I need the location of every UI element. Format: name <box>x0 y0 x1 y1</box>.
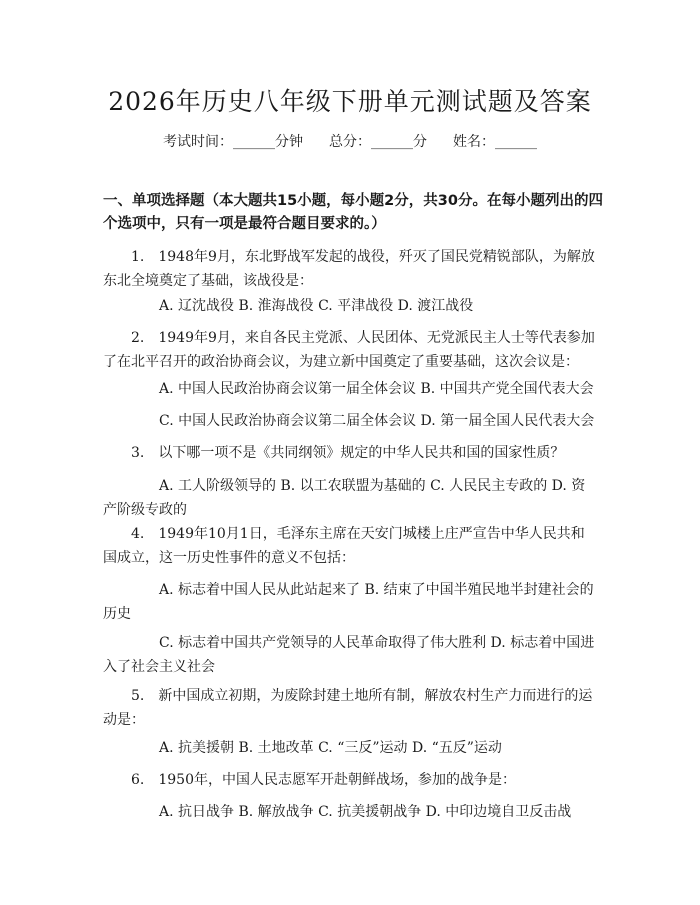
question-2-options-c-d: C. 中国人民政治协商会议第二届全体会议 D. 第一届全国人民代表大会 <box>159 413 595 429</box>
exam-meta <box>0 131 700 151</box>
question-1-stem: 1. 1948年9月，东北野战军发起的战役，歼灭了国民党精锐部队，为解放东北全境奠定了基础，该战役是： <box>103 249 595 289</box>
question-6-stem: 6. 1950年，中国人民志愿军开赴朝鲜战场，参加的战争是： <box>131 772 516 788</box>
question-3-options: A. 工人阶级领导的 B. 以工农联盟为基础的 C. 人民民主专政的 D. 资产阶级专政的 <box>103 478 586 518</box>
page-title: 2026年历史八年级下册单元测试题及答案 <box>108 87 592 116</box>
total-score: 总分：______分 <box>329 134 427 150</box>
student-name: 姓名：______ <box>453 134 537 150</box>
question-4-options-c-d: C. 标志着中国共产党领导的人民革命取得了伟大胜利 D. 标志着中国进入了社会主义社会 <box>103 635 595 675</box>
question-6-options: A. 抗日战争 B. 解放战争 C. 抗美援朝战争 D. 中印边境自卫反击战 <box>159 804 572 820</box>
section-heading-single-choice: 一、单项选择题（本大题共15小题，每小题2分，共30分。在每小题列出的四个选项中，只有一项是最符合题目要求的。） <box>103 193 603 232</box>
exam-time: 考试时间：______分钟 <box>163 134 303 150</box>
question-2-options-a-b: A. 中国人民政治协商会议第一届全体会议 B. 中国共产党全国代表大会 <box>159 381 594 397</box>
question-1-options: A. 辽沈战役 B. 淮海战役 C. 平津战役 D. 渡江战役 <box>159 298 474 314</box>
question-2-stem: 2. 1949年9月，来自各民主党派、人民团体、无党派民主人士等代表参加了在北平召开的政治协商会议，为建立新中国奠定了重要基础，这次会议是： <box>103 330 595 370</box>
question-5-options: A. 抗美援朝 B. 土地改革 C. “三反”运动 D. “五反”运动 <box>159 740 502 756</box>
question-4-options-a-b: A. 标志着中国人民从此站起来了 B. 结束了中国半殖民地半封建社会的历史 <box>103 582 594 622</box>
question-5-stem: 5. 新中国成立初期，为废除封建土地所有制，解放农村生产力而进行的运动是： <box>103 688 593 728</box>
question-3-stem: 3. 以下哪一项不是《共同纲领》规定的中华人民共和国的国家性质？ <box>131 445 565 461</box>
question-4-stem: 4. 1949年10月1日，毛泽东主席在天安门城楼上庄严宣告中华人民共和国成立，这一历史性事件的意义不包括： <box>103 526 585 566</box>
